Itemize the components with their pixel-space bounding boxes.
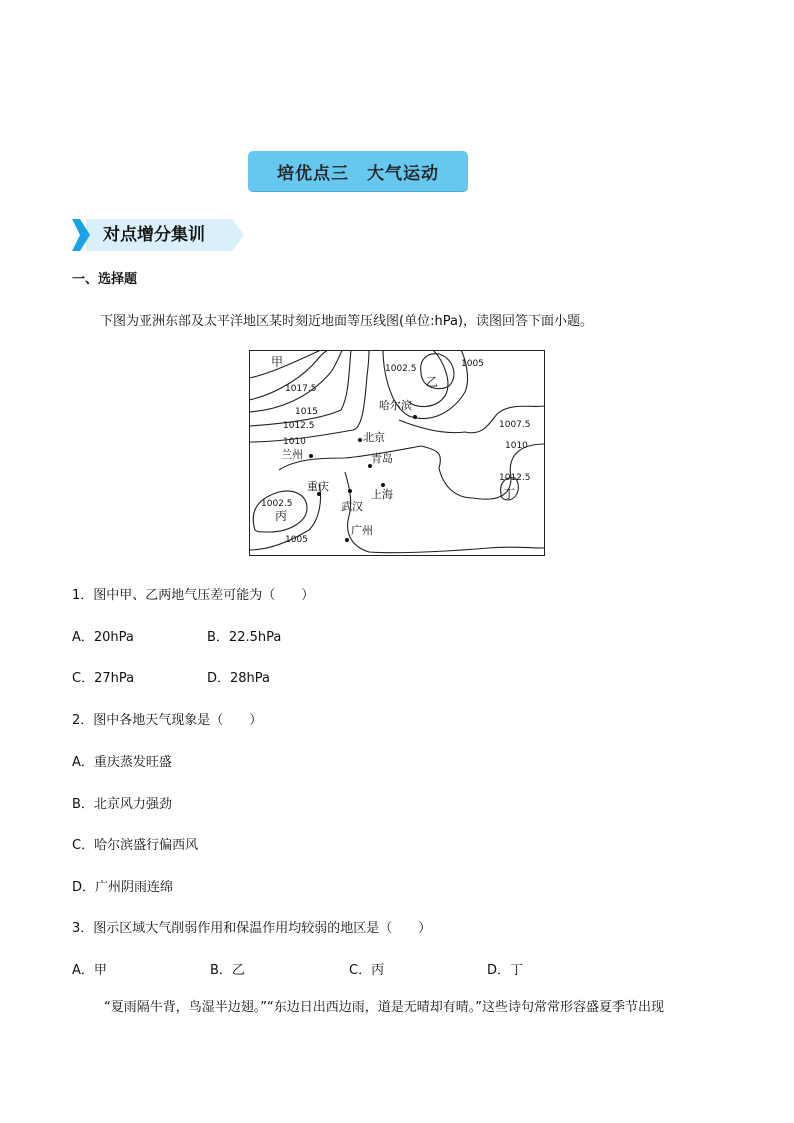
- isobar-label: 1005: [461, 359, 484, 369]
- isobar-label: 1005: [285, 535, 308, 545]
- region-label-jia: 甲: [271, 355, 284, 369]
- isobar-label: 1012.5: [283, 421, 315, 431]
- region-label-yi: 乙: [426, 375, 439, 389]
- page-title: 培优点三 大气运动: [248, 151, 468, 191]
- question-2-option-a[interactable]: A．重庆蒸发旺盛: [72, 755, 172, 770]
- region-label-bing: 丙: [275, 509, 288, 523]
- city-dot: [381, 483, 385, 487]
- isobar-label: 1017.5: [285, 384, 317, 394]
- city-label-harbin: 哈尔滨: [379, 399, 412, 412]
- question-2-option-c[interactable]: C．哈尔滨盛行偏西风: [72, 838, 199, 853]
- question-3-option-d[interactable]: D．丁: [487, 963, 524, 978]
- question-1-option-a[interactable]: A．20hPa: [72, 630, 134, 645]
- closing-paragraph: “夏雨隔牛背，鸟湿半边翅。”“东边日出西边雨，道是无晴却有晴。”这些诗句常常形容盛夏季节出现: [104, 1000, 664, 1015]
- question-1-option-b[interactable]: B．22.5hPa: [207, 630, 282, 645]
- city-label-qingdao: 青岛: [371, 452, 393, 465]
- question-2-option-d[interactable]: D．广州阴雨连绵: [72, 880, 174, 895]
- question-3-option-b[interactable]: B．乙: [210, 963, 245, 978]
- isobar-map-svg: [249, 350, 545, 556]
- isobar-label: 1012.5: [499, 473, 531, 483]
- question-2-stem: 2．图中各地天气现象是（ ）: [72, 713, 263, 728]
- city-label-beijing: 北京: [363, 431, 385, 444]
- city-label-guangzhou: 广州: [351, 524, 373, 537]
- isobar-map: [249, 350, 545, 556]
- isobar-label: 1002.5: [261, 499, 293, 509]
- isobar-label: 1010: [505, 441, 528, 451]
- question-3-stem: 3．图示区域大气削弱作用和保温作用均较弱的地区是（ ）: [72, 921, 432, 936]
- section-heading: 一、选择题: [72, 272, 138, 287]
- city-dot: [413, 415, 417, 419]
- city-label-chongqing: 重庆: [307, 480, 329, 493]
- question-3-option-a[interactable]: A．甲: [72, 963, 107, 978]
- isobar-label: 1015: [295, 407, 318, 417]
- isobar-label: 1007.5: [499, 420, 531, 430]
- city-dot: [345, 538, 349, 542]
- region-label-ding: 丁: [503, 487, 516, 501]
- city-label-lanzhou: 兰州: [281, 448, 303, 461]
- question-2-option-b[interactable]: B．北京风力强劲: [72, 797, 172, 812]
- section-banner: [72, 219, 244, 251]
- section-banner-label: 对点增分集训: [103, 225, 205, 245]
- question-3-option-c[interactable]: C．丙: [349, 963, 385, 978]
- city-dot: [358, 438, 362, 442]
- city-label-shanghai: 上海: [371, 488, 393, 501]
- intro-paragraph: 下图为亚洲东部及太平洋地区某时刻近地面等压线图(单位:hPa)，读图回答下面小题。: [100, 314, 593, 329]
- city-dot: [309, 454, 313, 458]
- isobar-label: 1002.5: [385, 364, 417, 374]
- city-label-wuhan: 武汉: [341, 500, 363, 513]
- question-1-option-d[interactable]: D．28hPa: [207, 671, 271, 686]
- question-1-option-c[interactable]: C．27hPa: [72, 671, 135, 686]
- city-dot: [348, 489, 352, 493]
- question-1-stem: 1．图中甲、乙两地气压差可能为（ ）: [72, 588, 315, 603]
- isobar-label: 1010: [283, 437, 306, 447]
